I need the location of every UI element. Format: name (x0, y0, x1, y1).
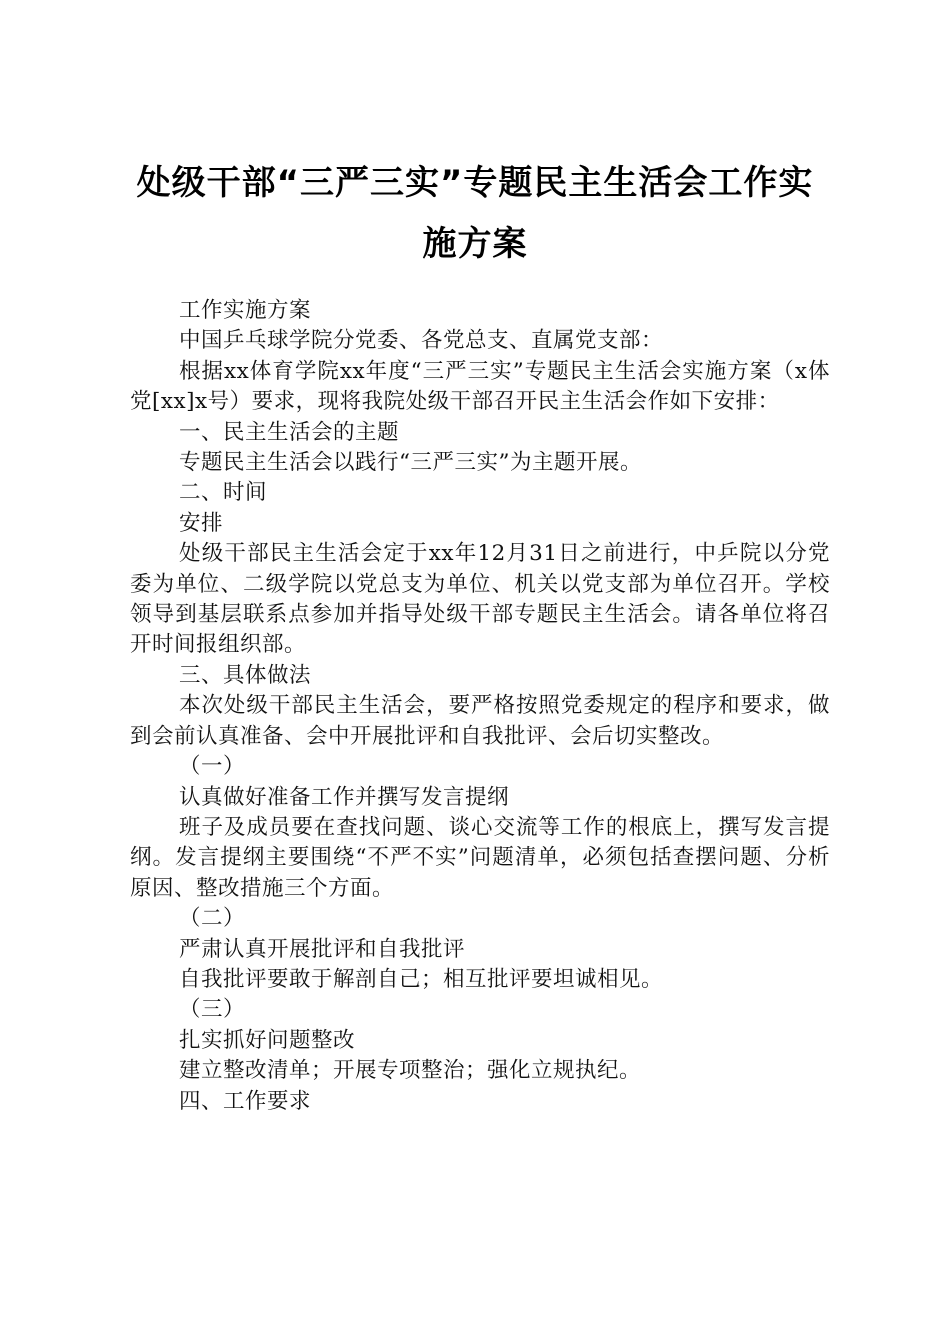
paragraph: 专题民主生活会以践行“三严三实”为主题开展。 (179, 450, 642, 476)
section-heading: 四、工作要求 (179, 1088, 312, 1114)
subsection-number: （一） (179, 754, 246, 780)
subsection-heading: 扎实抓好问题整改 (179, 1027, 356, 1053)
paragraph: 处级干部民主生活会定于xx年12月31日之前进行，中乒院以分党委为单位、二级学院以党总支为单位、机关以党支部为单位召开。学校领导到基层联系点参加并指导处级干部专题民主生活会。请各单位将召开时间报组织部。 (130, 541, 830, 658)
section-heading: 一、民主生活会的主题 (179, 419, 400, 445)
section-heading: 二、时间 (179, 480, 268, 506)
paragraph: 本次处级干部民主生活会，要严格按照党委规定的程序和要求，做到会前认真准备、会中开展批评和自我批评、会后切实整改。 (130, 693, 830, 749)
paragraph: 建立整改清单；开展专项整治；强化立规执纪。 (179, 1058, 642, 1084)
document-body (130, 296, 830, 1117)
paragraph: 根据xx体育学院xx年度“三严三实”专题民主生活会实施方案（x体党[xx]x号）要求，现将我院处级干部召开民主生活会作如下安排： (130, 358, 830, 415)
paragraph: 工作实施方案 (179, 298, 312, 323)
paragraph: 中国乒乓球学院分党委、各党总支、直属党支部： (179, 328, 664, 354)
document-title-line-2: 施方案 (422, 224, 528, 264)
subsection-number: （二） (179, 906, 246, 932)
document-title-line-1: 处级干部“三严三实”专题民主生活会工作实 (136, 163, 814, 203)
paragraph: 班子及成员要在查找问题、谈心交流等工作的根底上，撰写发言提纲。发言提纲主要围绕“不严不实”问题清单，必须包括查摆问题、分析原因、整改措施三个方面。 (130, 814, 830, 901)
paragraph: 安排 (179, 510, 224, 536)
section-heading: 三、具体做法 (179, 662, 312, 688)
subsection-heading: 严肃认真开展批评和自我批评 (179, 936, 466, 962)
paragraph: 自我批评要敢于解剖自己；相互批评要坦诚相见。 (179, 966, 664, 992)
subsection-heading: 认真做好准备工作并撰写发言提纲 (179, 784, 510, 810)
subsection-number: （三） (179, 997, 246, 1023)
